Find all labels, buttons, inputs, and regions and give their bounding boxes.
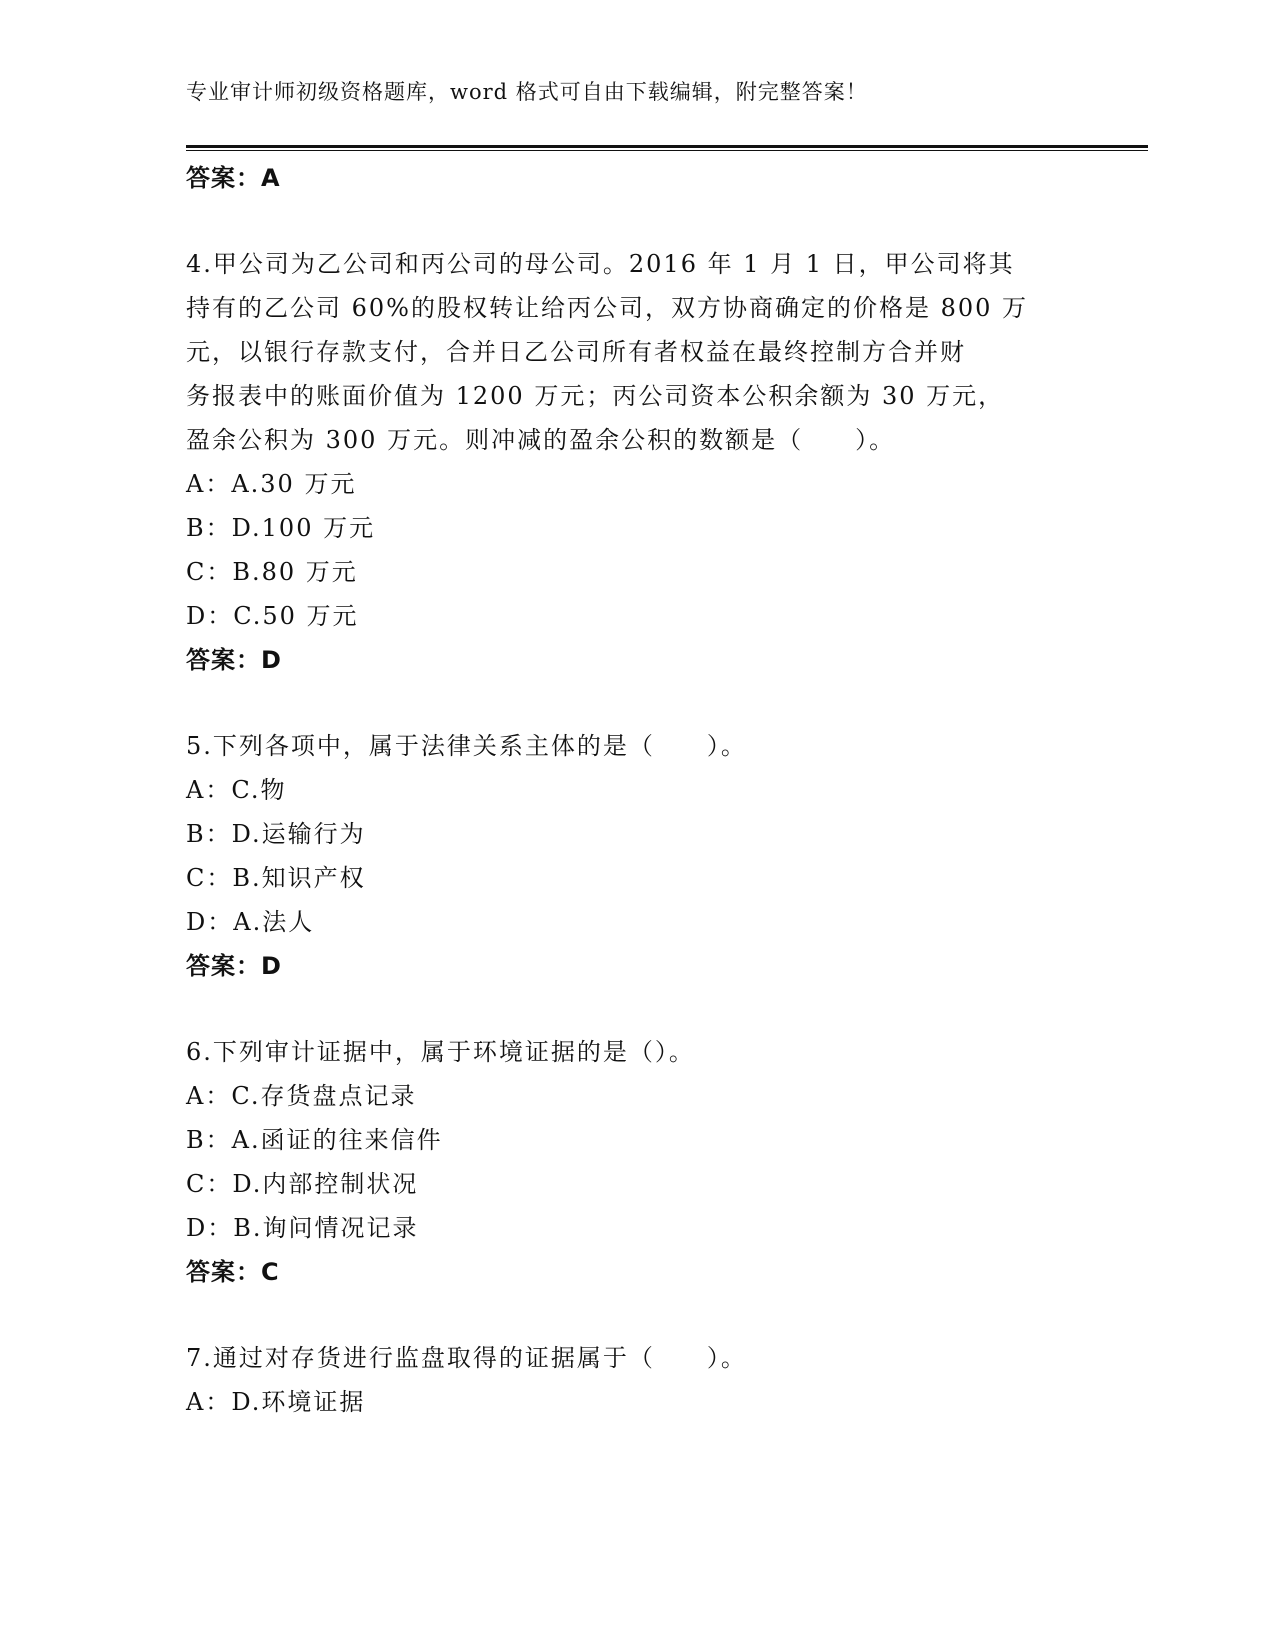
header-divider [186, 145, 1148, 151]
option-d: D：A.法人 [186, 908, 315, 936]
option-c: C：D.内部控制状况 [186, 1170, 419, 1198]
option-a: A：D.环境证据 [186, 1388, 366, 1416]
question-5: 5.下列各项中，属于法律关系主体的是（ ）。 [186, 732, 747, 760]
answer-q5: 答案：D [186, 952, 282, 980]
option-a: A：C.物 [186, 776, 287, 804]
option-b: B：A.函证的往来信件 [186, 1126, 443, 1154]
answer-q4: 答案：D [186, 646, 282, 674]
question-4-line-2: 持有的乙公司 60%的股权转让给丙公司，双方协商确定的价格是 800 万 [186, 294, 1029, 322]
answer-q6: 答案：C [186, 1258, 280, 1286]
option-d: D：C.50 万元 [186, 602, 359, 630]
option-a: A：C.存货盘点记录 [186, 1082, 417, 1110]
question-4-line-1: 4.甲公司为乙公司和丙公司的母公司。2016 年 1 月 1 日，甲公司将其 [186, 250, 1015, 278]
option-d: D：B.询问情况记录 [186, 1214, 419, 1242]
option-b: B：D.运输行为 [186, 820, 366, 848]
question-6: 6.下列审计证据中，属于环境证据的是（）。 [186, 1038, 695, 1066]
question-4-line-4: 务报表中的账面价值为 1200 万元；丙公司资本公积余额为 30 万元， [186, 382, 1005, 410]
option-a: A：A.30 万元 [186, 470, 357, 498]
answer-q3: 答案：A [186, 164, 281, 192]
question-4-line-3: 元，以银行存款支付，合并日乙公司所有者权益在最终控制方合并财 [186, 338, 966, 366]
option-b: B：D.100 万元 [186, 514, 376, 542]
option-c: C：B.知识产权 [186, 864, 366, 892]
document-header: 专业审计师初级资格题库，word 格式可自由下载编辑，附完整答案！ [186, 80, 868, 104]
question-7: 7.通过对存货进行监盘取得的证据属于（ ）。 [186, 1344, 747, 1372]
option-c: C：B.80 万元 [186, 558, 358, 586]
question-4-line-5: 盈余公积为 300 万元。则冲减的盈余公积的数额是（ ）。 [186, 426, 896, 454]
